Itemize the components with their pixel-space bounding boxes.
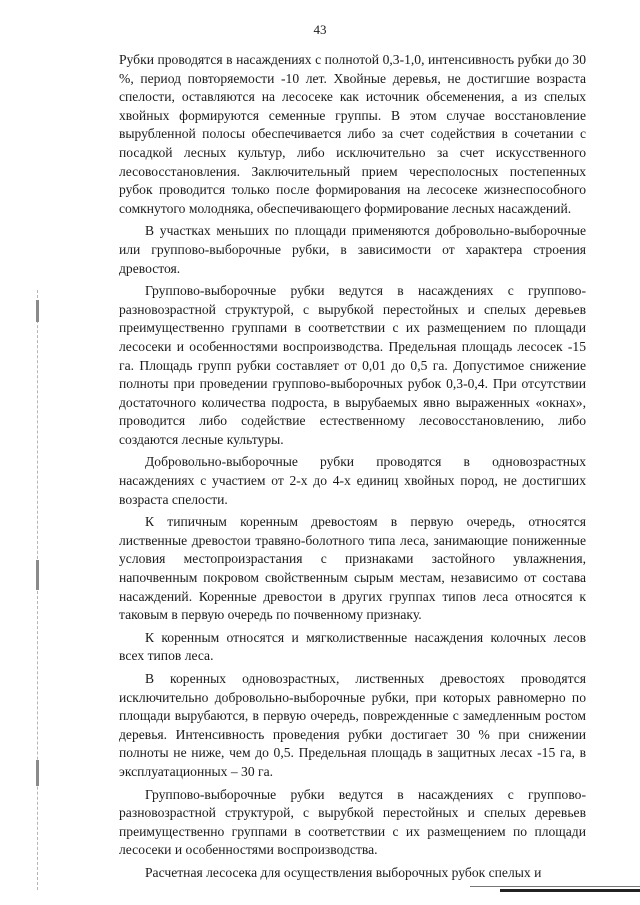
paragraph: Рубки проводятся в насаждениях с полнотой 0,3-1,0, интенсивность рубки до 30 %, период повторяемости -10 лет. Хвойные деревья, не достигшие возраста спелости, оставляются на лесосеке как источник обсеменения, а из спелых хвойных формируются семенные группы. В этом случае восстановление вырубленной полосы обеспечивается либо за счет содействия в сочетании с посадкой лесных культур, либо исключительно за счет искусственного лесовосстановления. Заключительный прием чересполосных постепенных рубок проводится только после формирования на лесосеке жизнеспособного сомкнутого молодняка, обеспечивающего формирование лесных насаждений. [119,52,586,216]
scan-edge-mark [36,560,39,590]
paragraph: В коренных одновозрастных, лиственных древостоях проводятся исключительно добровольно-выборочные рубки, при которых равномерно по площади вырубаются, в первую очередь, поврежденные с замедленным ростом деревья. Интенсивность проведения рубки достигает 30 % при снижении полноты не ниже, чем до 0,5. Предельная площадь в защитных лесах -15 га, в эксплуатационных – 30 га. [119,671,586,779]
document-body [119,51,586,887]
page-number: 43 [313,22,327,37]
scan-edge-line [37,290,38,890]
paragraph: Группово-выборочные рубки ведутся в насаждениях с группово-разновозрастной структурой, с вырубкой перестойных и спелых деревьев преимущественно группами в соответствии с их размещением по площади лесосеки и особенностями воспроизводства. Предельная площадь лесосек -15 га. Площадь групп рубки составляет от 0,01 до 0,5 га. Допустимое снижение полноты при проведении группово-выборочных рубок 0,3-0,4. При отсутствии достаточного количества подроста, в вырубаемых явно выраженных «окнах», проводится либо содействие естественному лесовосстановлению, либо создаются лесные культуры. [119,283,586,447]
scan-edge-mark [36,300,39,322]
paragraph: Группово-выборочные рубки ведутся в насаждениях с группово-разновозрастной структурой, с вырубкой перестойных и спелых деревьев преимущественно группами в соответствии с их размещением по площади лесосеки и особенностями воспроизводства. [119,786,586,858]
scan-artifact-line [470,886,640,887]
paragraph: Добровольно-выборочные рубки проводятся в одновозрастных насаждениях с участием от 2-х до 4-х единиц хвойных пород, не достигших возраста спелости. [119,454,586,507]
scan-artifact-bar [500,889,640,892]
paragraph: Расчетная лесосека для осуществления выборочных рубок спелых и [145,864,542,880]
paragraph: В участках меньших по площади применяются добровольно-выборочные или группово-выборочные рубки, в зависимости от характера строения древостоя. [119,223,586,276]
paragraph: К коренным относятся и мягколиственные насаждения колочных лесов всех типов леса. [119,629,586,664]
paragraph: К типичным коренным древостоям в первую очередь, относятся лиственные древостои травяно-болотного типа леса, занимающие пониженные условия местопроизрастания с признаками застойного увлажнения, напочвенным покровом свойственным сырым местам, независимо от состава насаждений. Коренные древостои в других группах типов леса относятся к таковым в первую очередь по почвенному признаку. [119,514,586,623]
scan-edge-mark [36,760,39,786]
